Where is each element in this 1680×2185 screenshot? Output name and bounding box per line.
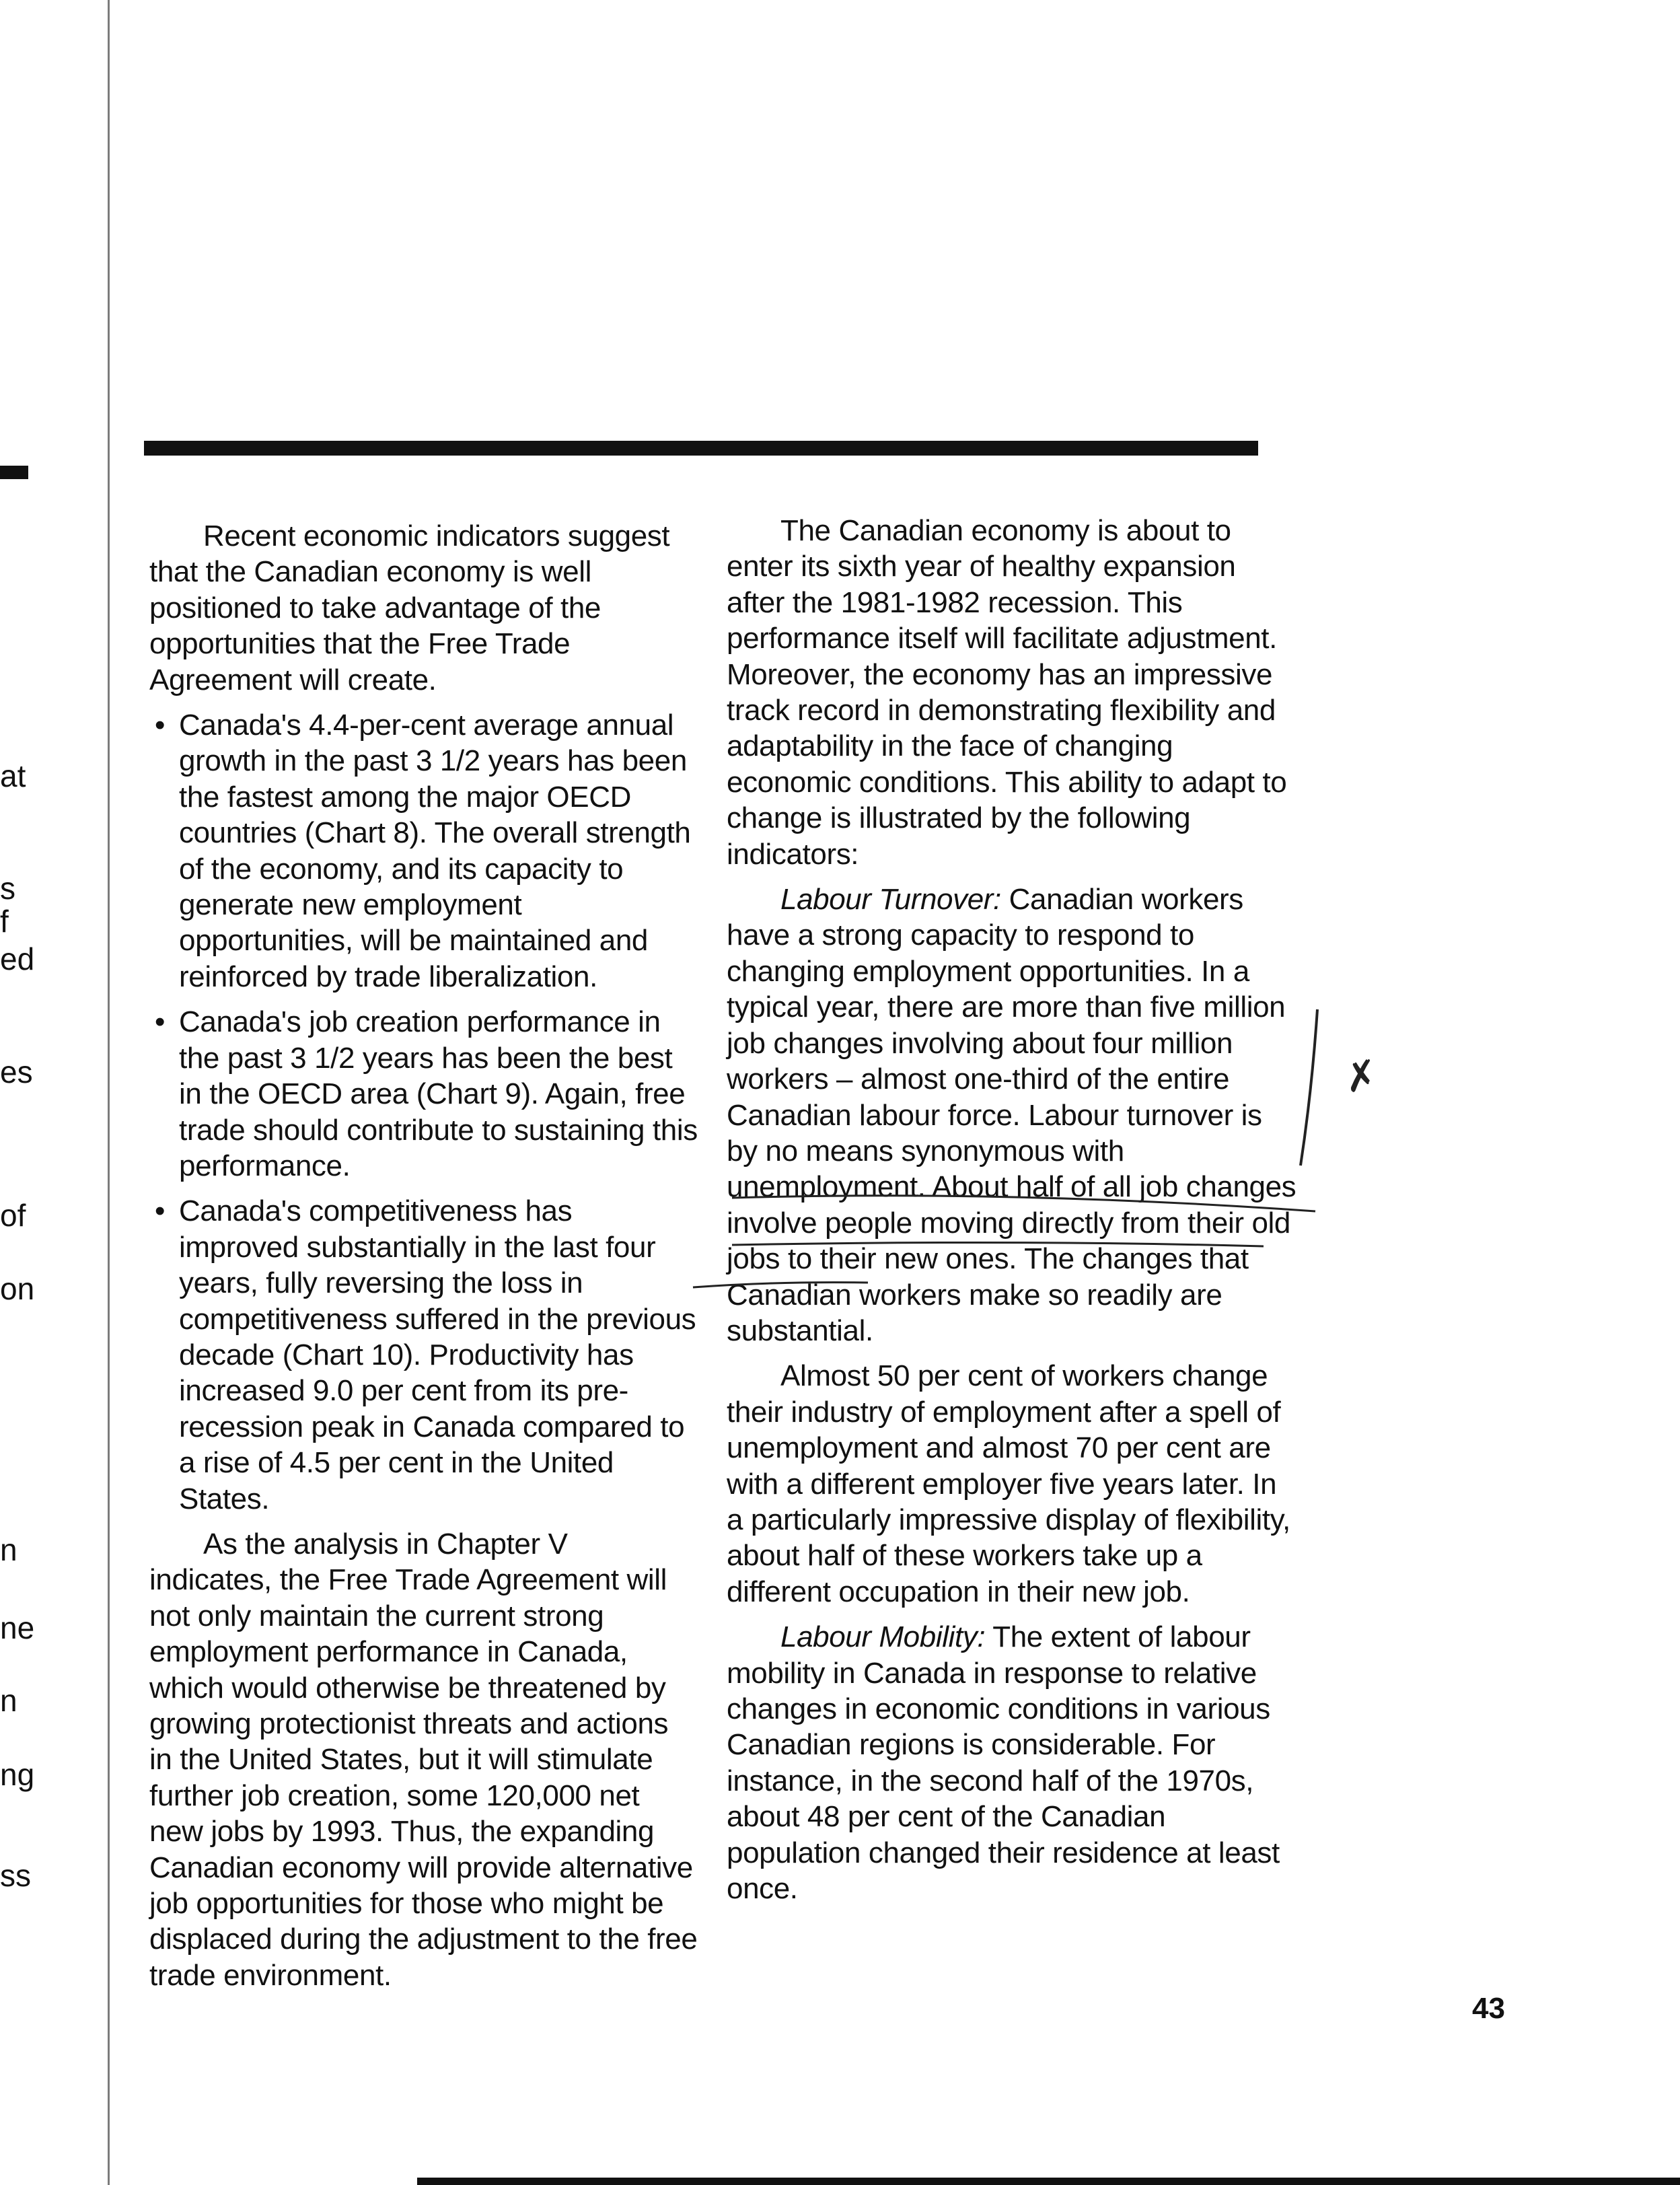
bleed-fragment: at — [0, 758, 26, 793]
bleed-fragment: on — [0, 1271, 35, 1306]
bleed-fragment: of — [0, 1198, 26, 1233]
labour-turnover-heading: Labour Turnover: — [780, 883, 1001, 917]
closing-paragraph: As the analysis in Chapter V indicates, the Free Trade Agreement will not only maintain the current strong employment performance in Canada, which would otherwise be threatened by growing protectionist threats and actions in the United States, but it will stimulate further job creation, some 120,000 net new jobs by 1993. Thus, the expanding Canadian economy will provide alternative job opportunities for those who might be displaced during the adjustment to the free trade environment. — [149, 1527, 698, 1992]
bleed-fragment: ss — [0, 1858, 31, 1893]
bleed-fragment: n — [0, 1532, 17, 1567]
page-number: 43 — [1472, 1992, 1505, 2025]
margin-check-mark: ✗ — [1340, 1050, 1382, 1103]
bullet-text: Canada's job creation performance in the past 3 1/2 years has been the best in the OECD area (Chart 9). Again, free trade should contribute to sustaining this performance. — [179, 1005, 698, 1182]
bullet-icon: • — [155, 1005, 166, 1039]
bleed-fragment: f — [0, 904, 9, 939]
underlined-sentence: About half of all job changes involve people moving directly from their old jobs to their new ones. — [727, 1170, 1296, 1276]
underline-stroke — [732, 1242, 1264, 1246]
bottom-edge-rule — [417, 2178, 1680, 2185]
labour-mobility-text: The extent of labour mobility in Canada in response to relative changes in economic conditions in various Canadian regions is considerable. For instance, in the second half of the 1970s, about 48 per cent of the Canadian population changed their residence at least once. — [727, 1620, 1280, 1906]
intro-paragraph: Recent economic indicators suggest that the Canadian economy is well positioned to take advantage of the opportunities that the Free Trade Agreement will create. — [149, 520, 670, 696]
labour-turnover-text-end: The changes that Canadian workers make so readily are substantial. — [727, 1242, 1249, 1347]
mobility-paragraph: Almost 50 per cent of workers change their industry of employment after a spell of unemployment and almost 70 per cent are with a different employer five years later. In a particularly impressive display of flexibility, about half of these workers take up a different occupation in their new job. — [727, 1359, 1290, 1608]
underline-stroke — [732, 1196, 1315, 1211]
underline-stroke — [693, 1283, 868, 1287]
bleed-fragment: n — [0, 1683, 17, 1718]
labour-turnover-text: Canadian workers have a strong capacity to respond to changing employment opportunities. In a typical year, there are more than five million job changes involving about four million workers – almost one-third of the entire Canadian labour force. Labour turnover is by no means synonymous with unemployment. — [727, 883, 1286, 1204]
bleed-fragment: ng — [0, 1757, 35, 1792]
bullet-text: Canada's 4.4-per-cent average annual growth in the past 3 1/2 years has been the fastest among the major OECD countries (Chart 8). The overall strength of the economy, and its capacity to generate new employment opportunities, will be maintained and reinforced by trade liberalization. — [179, 709, 691, 993]
bleed-fragment: es — [0, 1054, 33, 1089]
bleed-fragment: ed — [0, 941, 35, 976]
bullet-icon: • — [155, 1194, 166, 1228]
economy-paragraph: The Canadian economy is about to enter its sixth year of healthy expansion after the 1981-1982 recession. This performance itself will facilitate adjustment. Moreover, the economy has an impressive track record in demonstrating flexibility and adaptability in the face of changing economic conditions. This ability to adapt to change is illustrated by the following indicators: — [727, 514, 1287, 871]
labour-mobility-heading: Labour Mobility: — [780, 1620, 986, 1654]
bleed-fragment: ne — [0, 1610, 35, 1645]
bullet-icon: • — [155, 709, 166, 742]
bullet-text: Canada's competitiveness has improved substantially in the last four years, fully reversing the loss in competitiveness suffered in the previous decade (Chart 10). Productivity has increased 9.0 per cent from its pre-recession peak in Canada compared to a rise of 4.5 per cent in the United States. — [179, 1194, 696, 1515]
margin-bracket — [1301, 1009, 1317, 1166]
bleed-fragment: s — [0, 871, 15, 906]
